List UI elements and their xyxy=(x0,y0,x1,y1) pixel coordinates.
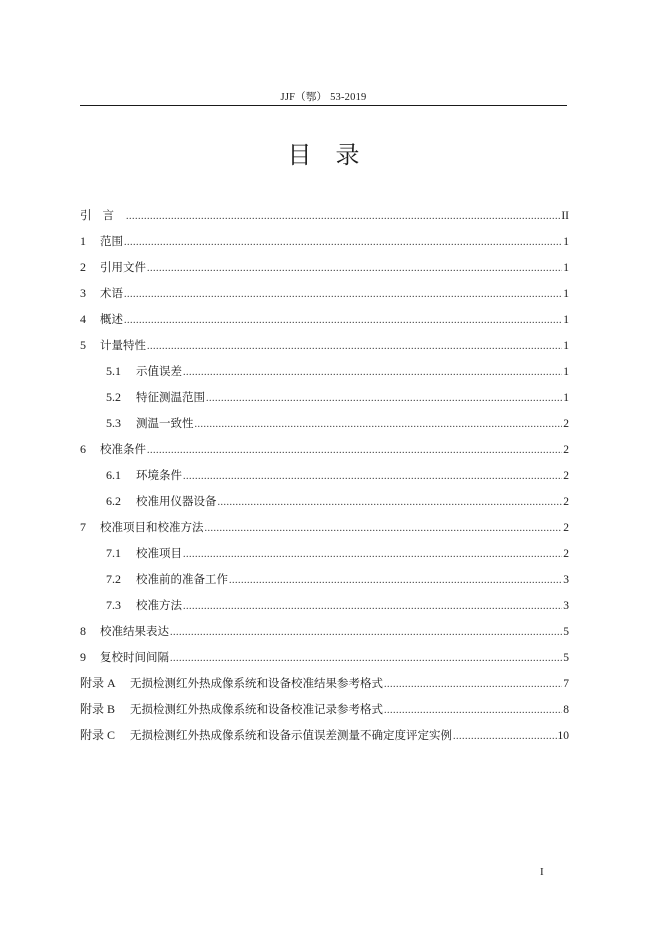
toc-entry-title: 复校时间间隔 xyxy=(100,650,169,664)
toc-entry-title: 引言 xyxy=(80,208,125,222)
toc-entry[interactable] xyxy=(80,462,569,488)
toc-entry-number: 7.3 xyxy=(106,598,121,612)
toc-entry-number: 9 xyxy=(80,650,86,664)
toc-dot-leader xyxy=(183,594,562,620)
toc-entry-page: 1 xyxy=(563,236,569,248)
toc-entry-page: 2 xyxy=(563,496,569,508)
toc-entry-number: 4 xyxy=(80,312,86,326)
toc-dot-leader xyxy=(147,256,562,282)
toc-dot-leader xyxy=(183,542,562,568)
toc-entry-title: 特征测温范围 xyxy=(136,390,205,404)
toc-dot-leader xyxy=(126,204,560,230)
toc-entry-page: 10 xyxy=(557,730,569,742)
toc-entry[interactable] xyxy=(80,410,569,436)
toc-dot-leader xyxy=(206,386,562,412)
toc-entry-number: 7.1 xyxy=(106,546,121,560)
toc-entry-page: 3 xyxy=(563,600,569,612)
toc-dot-leader xyxy=(205,516,563,542)
toc-entry-number: 5.1 xyxy=(106,364,121,378)
toc-entry-title: 引用文件 xyxy=(100,260,146,274)
toc-entry-page: 7 xyxy=(563,678,569,690)
toc-entry-title: 环境条件 xyxy=(136,468,182,482)
toc-entry-title: 校准方法 xyxy=(136,598,182,612)
toc-entry-number: 5 xyxy=(80,338,86,352)
toc-entry-number: 8 xyxy=(80,624,86,638)
toc-dot-leader xyxy=(183,464,562,490)
toc-entry-number: 5.3 xyxy=(106,416,121,430)
toc-entry-number: 附录 C xyxy=(80,728,116,742)
toc-entry[interactable] xyxy=(80,670,569,696)
toc-entry-page: 2 xyxy=(563,548,569,560)
toc-entry-title: 无损检测红外热成像系统和设备校准结果参考格式 xyxy=(130,676,383,690)
header-rule xyxy=(80,105,567,106)
toc-entry-title: 校准用仪器设备 xyxy=(136,494,217,508)
toc-entry[interactable] xyxy=(80,332,569,358)
toc-entry-title: 无损检测红外热成像系统和设备示值误差测量不确定度评定实例 xyxy=(130,728,452,742)
toc-entry[interactable] xyxy=(80,436,569,462)
toc-dot-leader xyxy=(147,438,562,464)
toc-dot-leader xyxy=(124,308,562,334)
toc-dot-leader xyxy=(147,334,562,360)
toc-entry[interactable] xyxy=(80,696,569,722)
toc-entry[interactable] xyxy=(80,228,569,254)
toc-entry-page: 1 xyxy=(563,340,569,352)
toc-entry[interactable] xyxy=(80,566,569,592)
toc-entry[interactable] xyxy=(80,644,569,670)
toc-dot-leader xyxy=(384,698,562,724)
toc-entry-number: 附录 B xyxy=(80,702,116,716)
toc-title: 目录 xyxy=(287,141,384,169)
toc-entry-title: 计量特性 xyxy=(100,338,146,352)
toc-entry-title: 校准条件 xyxy=(100,442,146,456)
toc-entry-title: 概述 xyxy=(100,312,123,326)
toc-dot-leader xyxy=(218,490,563,516)
toc-dot-leader xyxy=(453,724,557,750)
toc-entry-number: 7.2 xyxy=(106,572,121,586)
toc-entry-page: 2 xyxy=(563,444,569,456)
toc-entry-number: 附录 A xyxy=(80,676,116,690)
toc-entry-page: 2 xyxy=(563,418,569,430)
toc-entry[interactable] xyxy=(80,384,569,410)
toc-entry[interactable] xyxy=(80,202,569,228)
toc-entry[interactable] xyxy=(80,358,569,384)
toc-entry-page: 5 xyxy=(563,626,569,638)
toc-entry-title: 无损检测红外热成像系统和设备校准记录参考格式 xyxy=(130,702,383,716)
toc-entry-page: II xyxy=(561,210,569,222)
toc-entry-number: 3 xyxy=(80,286,86,300)
toc-entry[interactable] xyxy=(80,514,569,540)
toc-entry-page: 1 xyxy=(563,288,569,300)
toc-entry[interactable] xyxy=(80,618,569,644)
toc-entry-number: 6 xyxy=(80,442,86,456)
toc-entry[interactable] xyxy=(80,280,569,306)
toc-dot-leader xyxy=(229,568,562,594)
toc-entry-page: 8 xyxy=(563,704,569,716)
toc-entry[interactable] xyxy=(80,488,569,514)
toc-dot-leader xyxy=(124,230,562,256)
toc-entry-page: 1 xyxy=(563,392,569,404)
toc-entry-title: 测温一致性 xyxy=(136,416,194,430)
toc-dot-leader xyxy=(170,620,562,646)
toc-entry[interactable] xyxy=(80,306,569,332)
toc-dot-leader xyxy=(183,360,562,386)
toc-entry-page: 3 xyxy=(563,574,569,586)
toc-entry-number: 2 xyxy=(80,260,86,274)
toc-entry[interactable] xyxy=(80,722,569,748)
toc-entry-number: 6.1 xyxy=(106,468,121,482)
toc-entry-title: 校准项目和校准方法 xyxy=(100,520,204,534)
toc-dot-leader xyxy=(170,646,562,672)
toc-dot-leader xyxy=(384,672,562,698)
toc-entry-title: 校准结果表达 xyxy=(100,624,169,638)
page-header: JJF（鄂） 53-2019 xyxy=(280,92,367,103)
toc-entry-number: 1 xyxy=(80,234,86,248)
toc-entry-page: 1 xyxy=(563,314,569,326)
toc-entry[interactable] xyxy=(80,254,569,280)
toc-entry-number: 7 xyxy=(80,520,86,534)
toc-entry-number: 6.2 xyxy=(106,494,121,508)
toc-entry-title: 术语 xyxy=(100,286,123,300)
toc-entry-title: 校准前的准备工作 xyxy=(136,572,228,586)
toc-entry-page: 2 xyxy=(563,522,569,534)
toc-entry[interactable] xyxy=(80,592,569,618)
toc-dot-leader xyxy=(124,282,562,308)
toc-entry-number: 5.2 xyxy=(106,390,121,404)
toc-entry-title: 校准项目 xyxy=(136,546,182,560)
toc-entry-page: 1 xyxy=(563,262,569,274)
toc-entry-page: 1 xyxy=(563,366,569,378)
toc-entry-title: 范围 xyxy=(100,234,123,248)
toc-entry-page: 2 xyxy=(563,470,569,482)
table-of-contents xyxy=(80,202,569,748)
toc-dot-leader xyxy=(195,412,563,438)
toc-entry-title: 示值误差 xyxy=(136,364,182,378)
toc-entry[interactable] xyxy=(80,540,569,566)
page-number: I xyxy=(540,866,544,878)
toc-entry-page: 5 xyxy=(563,652,569,664)
